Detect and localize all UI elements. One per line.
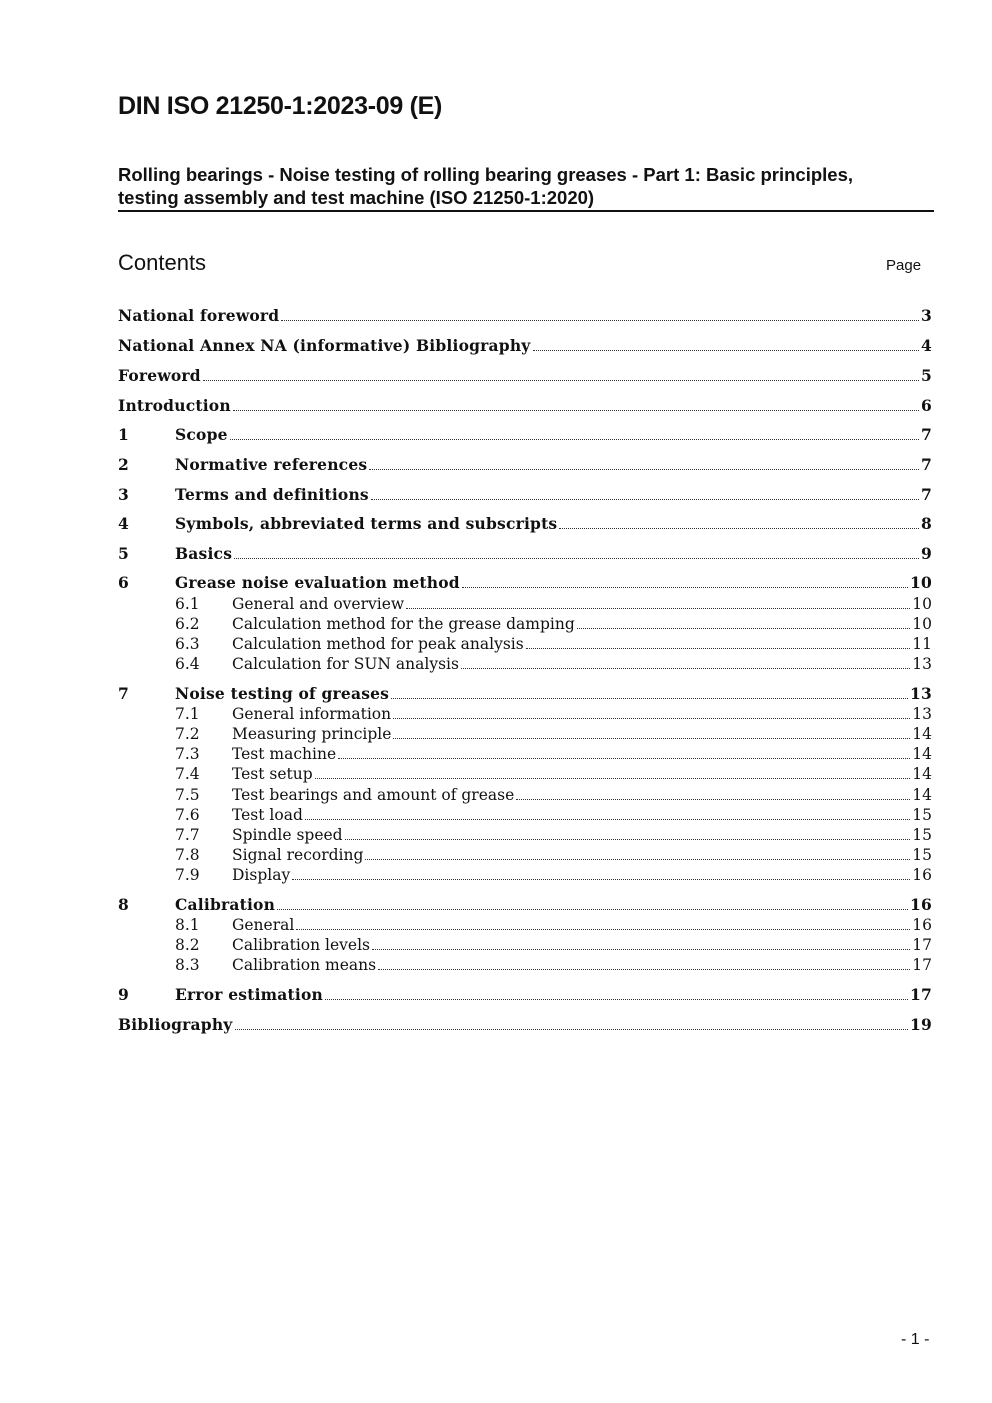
toc-dot-leader bbox=[338, 757, 910, 759]
toc-entry-label: Measuring principle bbox=[232, 725, 392, 743]
toc-entry-page: 16 bbox=[910, 895, 932, 914]
toc-entry[interactable] bbox=[118, 724, 932, 744]
toc-entry[interactable] bbox=[118, 825, 932, 845]
document-title bbox=[118, 163, 934, 212]
toc-entry-label: Signal recording bbox=[232, 846, 364, 864]
toc-dot-leader bbox=[292, 878, 910, 880]
toc-entry-page: 17 bbox=[910, 985, 932, 1004]
toc-entry-label: Terms and definitions bbox=[175, 485, 369, 504]
toc-entry-page: 3 bbox=[921, 306, 932, 325]
toc-entry-label: National Annex NA (informative) Bibliography bbox=[118, 336, 531, 355]
toc-entry-page: 13 bbox=[912, 705, 932, 723]
toc-entry-page: 16 bbox=[912, 916, 932, 934]
toc-entry-page: 16 bbox=[912, 866, 932, 884]
toc-dot-leader bbox=[393, 737, 910, 739]
toc-entry[interactable] bbox=[118, 336, 932, 356]
contents-heading: Contents bbox=[118, 250, 207, 275]
toc-entry[interactable] bbox=[118, 614, 932, 634]
toc-entry[interactable] bbox=[118, 845, 932, 865]
toc-entry[interactable] bbox=[118, 865, 932, 885]
footer-page-number: - 1 - bbox=[901, 1331, 930, 1348]
toc-entry-label: Foreword bbox=[118, 366, 201, 385]
toc-entry-label: Spindle speed bbox=[232, 826, 343, 844]
toc-entry-page: 14 bbox=[912, 745, 932, 763]
toc-entry-page: 8 bbox=[921, 514, 932, 533]
toc-entry[interactable] bbox=[118, 306, 932, 326]
toc-entry-label: General information bbox=[232, 705, 392, 723]
toc-entry[interactable] bbox=[118, 594, 932, 614]
toc-entry-page: 14 bbox=[912, 765, 932, 783]
toc-entry-number: 7.2 bbox=[175, 725, 200, 743]
toc-entry-label: Symbols, abbreviated terms and subscripts bbox=[175, 514, 558, 533]
toc-entry-label: Normative references bbox=[175, 455, 368, 474]
toc-dot-leader bbox=[369, 468, 919, 470]
toc-entry-number: 7 bbox=[118, 684, 129, 703]
toc-dot-leader bbox=[462, 586, 908, 588]
page-column-heading: Page bbox=[886, 257, 922, 274]
toc-entry[interactable] bbox=[118, 785, 932, 805]
toc-entry[interactable] bbox=[118, 634, 932, 654]
toc-entry-page: 7 bbox=[921, 455, 932, 474]
toc-entry[interactable] bbox=[118, 1015, 932, 1035]
toc-entry-number: 8 bbox=[118, 895, 129, 914]
toc-entry-number: 7.3 bbox=[175, 745, 200, 763]
toc-entry-number: 9 bbox=[118, 985, 129, 1004]
toc-entry-label: Grease noise evaluation method bbox=[175, 573, 460, 592]
toc-entry-page: 6 bbox=[921, 396, 932, 415]
document-title-line-1: Rolling bearings - Noise testing of rolling bearing greases - Part 1: Basic principles, bbox=[118, 164, 854, 185]
toc-entry[interactable] bbox=[118, 764, 932, 784]
toc-entry-page: 5 bbox=[921, 366, 932, 385]
toc-entry-number: 7.4 bbox=[175, 765, 200, 783]
toc-entry-label: Basics bbox=[175, 544, 233, 563]
toc-entry-page: 11 bbox=[912, 635, 932, 653]
toc-entry-page: 13 bbox=[912, 655, 932, 673]
toc-dot-leader bbox=[461, 667, 910, 669]
toc-dot-leader bbox=[393, 717, 910, 719]
toc-entry-page: 4 bbox=[921, 336, 932, 355]
toc-dot-leader bbox=[391, 697, 908, 699]
toc-entry-page: 15 bbox=[912, 846, 932, 864]
toc-entry-page: 10 bbox=[910, 573, 932, 592]
toc-entry-number: 4 bbox=[118, 514, 129, 533]
toc-entry-label: Test setup bbox=[232, 765, 313, 783]
toc-entry-page: 7 bbox=[921, 485, 932, 504]
toc-dot-leader bbox=[526, 647, 911, 649]
toc-entry-label: Calibration levels bbox=[232, 936, 370, 954]
toc-entry-label: Error estimation bbox=[175, 985, 323, 1004]
toc-dot-leader bbox=[281, 319, 919, 321]
toc-entry-number: 8.2 bbox=[175, 936, 200, 954]
toc-entry-label: Calibration bbox=[175, 895, 276, 914]
toc-entry-number: 6 bbox=[118, 573, 129, 592]
toc-entry-label: General bbox=[232, 916, 295, 934]
document-id: DIN ISO 21250-1:2023-09 (E) bbox=[118, 92, 443, 120]
toc-entry[interactable] bbox=[118, 915, 932, 935]
toc-entry[interactable] bbox=[118, 455, 932, 475]
toc-entry-number: 7.1 bbox=[175, 705, 200, 723]
toc-entry-label: Bibliography bbox=[118, 1015, 233, 1034]
toc-entry-number: 6.4 bbox=[175, 655, 200, 673]
toc-dot-leader bbox=[577, 627, 910, 629]
toc-entry[interactable] bbox=[118, 955, 932, 975]
toc-entry-number: 6.2 bbox=[175, 615, 200, 633]
toc-entry-page: 17 bbox=[912, 956, 932, 974]
toc-entry[interactable] bbox=[118, 744, 932, 764]
toc-entry-number: 7.7 bbox=[175, 826, 200, 844]
toc-entry-number: 7.6 bbox=[175, 806, 200, 824]
toc-entry-page: 14 bbox=[912, 725, 932, 743]
toc-dot-leader bbox=[235, 1028, 909, 1030]
toc-entry-label: Test bearings and amount of grease bbox=[232, 786, 515, 804]
toc-entry-number: 2 bbox=[118, 455, 129, 474]
toc-entry[interactable] bbox=[118, 573, 932, 593]
toc-entry[interactable] bbox=[118, 485, 932, 505]
toc-entry-label: Calculation for SUN analysis bbox=[232, 655, 459, 673]
toc-entry-label: Calculation method for the grease damping bbox=[232, 615, 575, 633]
toc-entry-page: 13 bbox=[910, 684, 932, 703]
toc-dot-leader bbox=[315, 777, 911, 779]
toc-entry-number: 8.1 bbox=[175, 916, 200, 934]
toc-entry[interactable] bbox=[118, 654, 932, 674]
toc-entry[interactable] bbox=[118, 684, 932, 704]
toc-entry-number: 7.9 bbox=[175, 866, 200, 884]
toc-entry-label: Scope bbox=[175, 425, 228, 444]
toc-entry-number: 8.3 bbox=[175, 956, 200, 974]
toc-entry[interactable] bbox=[118, 514, 932, 534]
document-title-line-2: testing assembly and test machine (ISO 21250-1:2020) bbox=[118, 187, 595, 208]
toc-entry-label: Calibration means bbox=[232, 956, 377, 974]
toc-entry-label: Test machine bbox=[232, 745, 337, 763]
toc-entry-number: 5 bbox=[118, 544, 129, 563]
toc-dot-leader bbox=[325, 998, 908, 1000]
toc-entry-page: 15 bbox=[912, 806, 932, 824]
toc-dot-leader bbox=[230, 438, 919, 440]
toc-entry[interactable] bbox=[118, 895, 932, 915]
toc-entry-page: 19 bbox=[910, 1015, 932, 1034]
toc-entry-label: Noise testing of greases bbox=[175, 684, 390, 703]
toc-entry-number: 7.8 bbox=[175, 846, 200, 864]
toc-entry-page: 14 bbox=[912, 786, 932, 804]
toc-entry-number: 6.3 bbox=[175, 635, 200, 653]
toc-entry[interactable] bbox=[118, 985, 932, 1005]
toc-entry-number: 7.5 bbox=[175, 786, 200, 804]
toc-dot-leader bbox=[233, 409, 919, 411]
toc-entry-label: Test load bbox=[232, 806, 303, 824]
toc-dot-leader bbox=[365, 858, 910, 860]
toc-dot-leader bbox=[406, 607, 910, 609]
toc-dot-leader bbox=[372, 948, 910, 950]
toc-dot-leader bbox=[378, 968, 910, 970]
toc-entry[interactable] bbox=[118, 396, 932, 416]
toc-dot-leader bbox=[533, 349, 919, 351]
toc-entry[interactable] bbox=[118, 425, 932, 445]
toc-entry-page: 10 bbox=[912, 615, 932, 633]
toc-dot-leader bbox=[305, 818, 910, 820]
toc-dot-leader bbox=[371, 498, 919, 500]
toc-entry-number: 3 bbox=[118, 485, 129, 504]
toc-entry-label: National foreword bbox=[118, 306, 280, 325]
toc-dot-leader bbox=[296, 928, 910, 930]
toc-entry-label: Calculation method for peak analysis bbox=[232, 635, 524, 653]
toc-entry-label: Introduction bbox=[118, 396, 231, 415]
toc-entry-number: 1 bbox=[118, 425, 129, 444]
toc-dot-leader bbox=[203, 379, 919, 381]
toc-entry-label: General and overview bbox=[232, 595, 405, 613]
toc-entry-page: 15 bbox=[912, 826, 932, 844]
toc-dot-leader bbox=[234, 557, 919, 559]
toc-dot-leader bbox=[559, 527, 919, 529]
toc-dot-leader bbox=[516, 798, 910, 800]
toc-entry[interactable] bbox=[118, 704, 932, 724]
toc-entry-page: 10 bbox=[912, 595, 932, 613]
toc-entry[interactable] bbox=[118, 544, 932, 564]
toc-entry[interactable] bbox=[118, 935, 932, 955]
toc-dot-leader bbox=[277, 908, 908, 910]
toc-entry-page: 17 bbox=[912, 936, 932, 954]
toc-dot-leader bbox=[345, 838, 911, 840]
toc-entry-label: Display bbox=[232, 866, 291, 884]
toc-entry-number: 6.1 bbox=[175, 595, 200, 613]
toc-entry-page: 9 bbox=[921, 544, 932, 563]
toc-entry-page: 7 bbox=[921, 425, 932, 444]
toc-entry[interactable] bbox=[118, 805, 932, 825]
toc-entry[interactable] bbox=[118, 366, 932, 386]
